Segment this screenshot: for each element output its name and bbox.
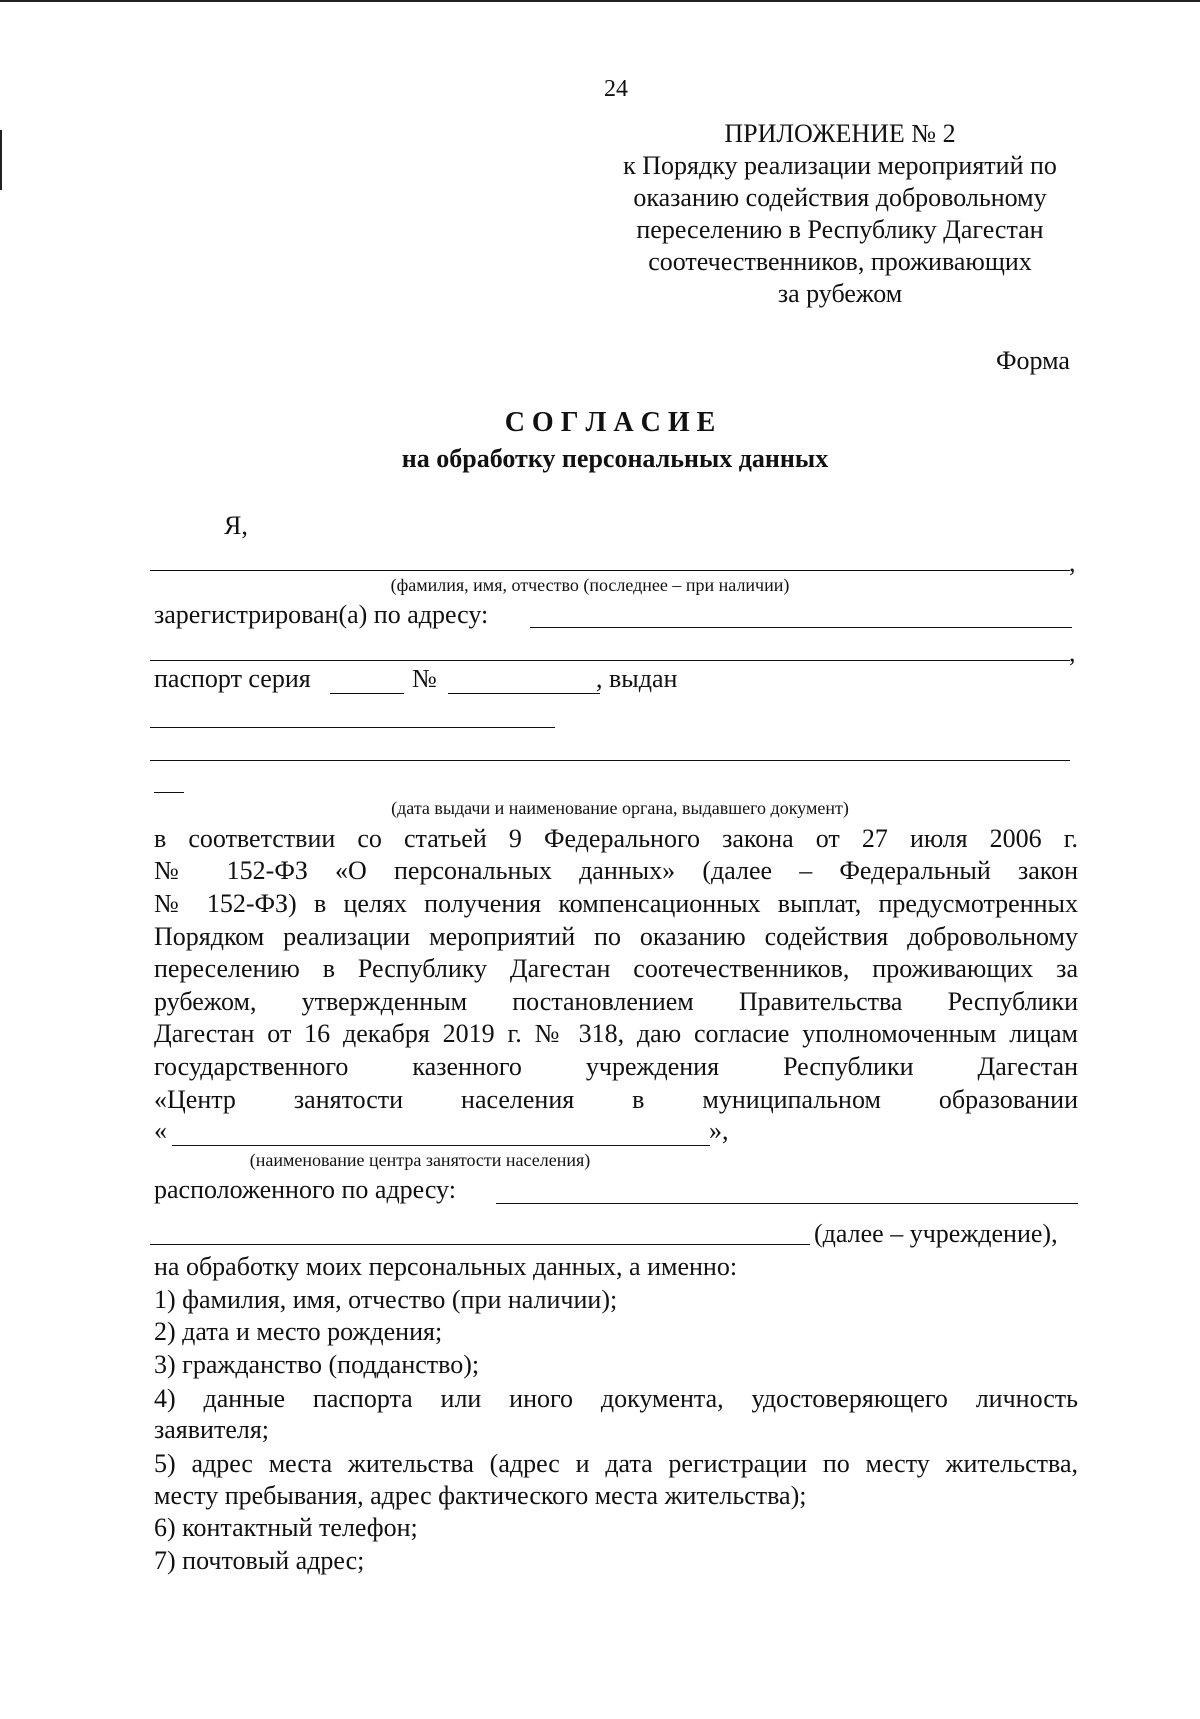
processing-intro: на обработку моих персональных данных, а именно: — [154, 1252, 738, 1281]
appendix-title: ПРИЛОЖЕНИЕ № 2 — [724, 119, 956, 148]
issued-by-line — [150, 727, 555, 728]
list-item: месту пребывания, адрес фактического места жительства); — [154, 1481, 807, 1510]
passport-series-label: паспорт серия — [154, 664, 311, 693]
scan-left-edge — [0, 130, 2, 190]
located-line — [496, 1203, 1078, 1204]
doc-hint: (дата выдачи и наименование органа, выдавшего документ) — [391, 798, 849, 818]
list-item: 2) дата и место рождения; — [154, 1317, 443, 1346]
ya-label: Я, — [224, 511, 248, 540]
hereinafter-label: (далее – учреждение), — [814, 1219, 1058, 1248]
appendix-line: переселению в Республику Дагестан — [636, 215, 1044, 244]
center-name-open-quote: « — [154, 1116, 167, 1145]
appendix-line: к Порядку реализации мероприятий по — [623, 151, 1057, 180]
body-line: № 152-ФЗ) в целях получения компенсационных выплат, предусмотренных — [154, 889, 1078, 918]
list-item: 1) фамилия, имя, отчество (при наличии); — [154, 1285, 618, 1314]
passport-issued-label: , выдан — [596, 664, 678, 693]
registered-comma: , — [1069, 638, 1076, 667]
body-line: Порядком реализации мероприятий по оказанию содействия добровольному — [154, 922, 1078, 951]
fio-line — [150, 570, 1070, 571]
list-item: 6) контактный телефон; — [154, 1513, 418, 1542]
issued-by-line-3 — [154, 792, 184, 793]
body-line: «Центр занятости населения в муниципальном образовании — [154, 1085, 1078, 1114]
appendix-block — [590, 118, 1090, 310]
body-line: № 152-ФЗ «О персональных данных» (далее – Федеральный закон — [154, 856, 1078, 885]
registered-line — [530, 627, 1072, 628]
list-item: заявителя; — [154, 1415, 270, 1444]
located-line-2 — [150, 1244, 810, 1245]
list-item: 5) адрес места жительства (адрес и дата регистрации по месту жительства, — [154, 1449, 1078, 1478]
form-label: Форма — [996, 346, 1070, 375]
center-name-close-quote: », — [709, 1116, 729, 1145]
appendix-line: соотечественников, проживающих — [648, 247, 1032, 276]
center-name-line — [172, 1145, 710, 1146]
body-line: рубежом, утвержденным постановлением Правительства Республики — [154, 987, 1078, 1016]
issued-by-line-2 — [150, 760, 1070, 761]
page-number: 24 — [604, 76, 628, 102]
appendix-line: оказанию содействия добровольному — [633, 183, 1047, 212]
scan-top-edge — [0, 0, 1200, 2]
consent-subtitle: на обработку персональных данных — [401, 444, 829, 473]
body-line: государственного казенного учреждения Республики Дагестан — [154, 1052, 1078, 1081]
registered-label: зарегистрирован(а) по адресу: — [154, 600, 489, 629]
fio-comma: , — [1069, 548, 1076, 577]
body-line: в соответствии со статьей 9 Федерального закона от 27 июля 2006 г. — [154, 824, 1078, 853]
fio-hint: (фамилия, имя, отчество (последнее – при наличии) — [390, 575, 790, 595]
list-item: 4) данные паспорта или иного документа, удостоверяющего личность — [154, 1384, 1078, 1413]
passport-number-label: № — [412, 664, 437, 693]
body-line: Дагестан от 16 декабря 2019 г. № 318, даю согласие уполномоченным лицам — [154, 1019, 1078, 1048]
appendix-line: за рубежом — [777, 279, 903, 308]
registered-line-2 — [150, 660, 1070, 661]
located-label: расположенного по адресу: — [154, 1175, 456, 1204]
list-item: 3) гражданство (подданство); — [154, 1350, 480, 1379]
consent-title: С О Г Л А С И Е — [504, 407, 716, 438]
body-line: переселению в Республику Дагестан соотечественников, проживающих за — [154, 954, 1078, 983]
center-name-hint: (наименование центра занятости населения) — [249, 1150, 591, 1170]
list-item: 7) почтовый адрес; — [154, 1546, 365, 1575]
passport-series-line — [330, 693, 404, 694]
passport-number-line — [448, 693, 600, 694]
